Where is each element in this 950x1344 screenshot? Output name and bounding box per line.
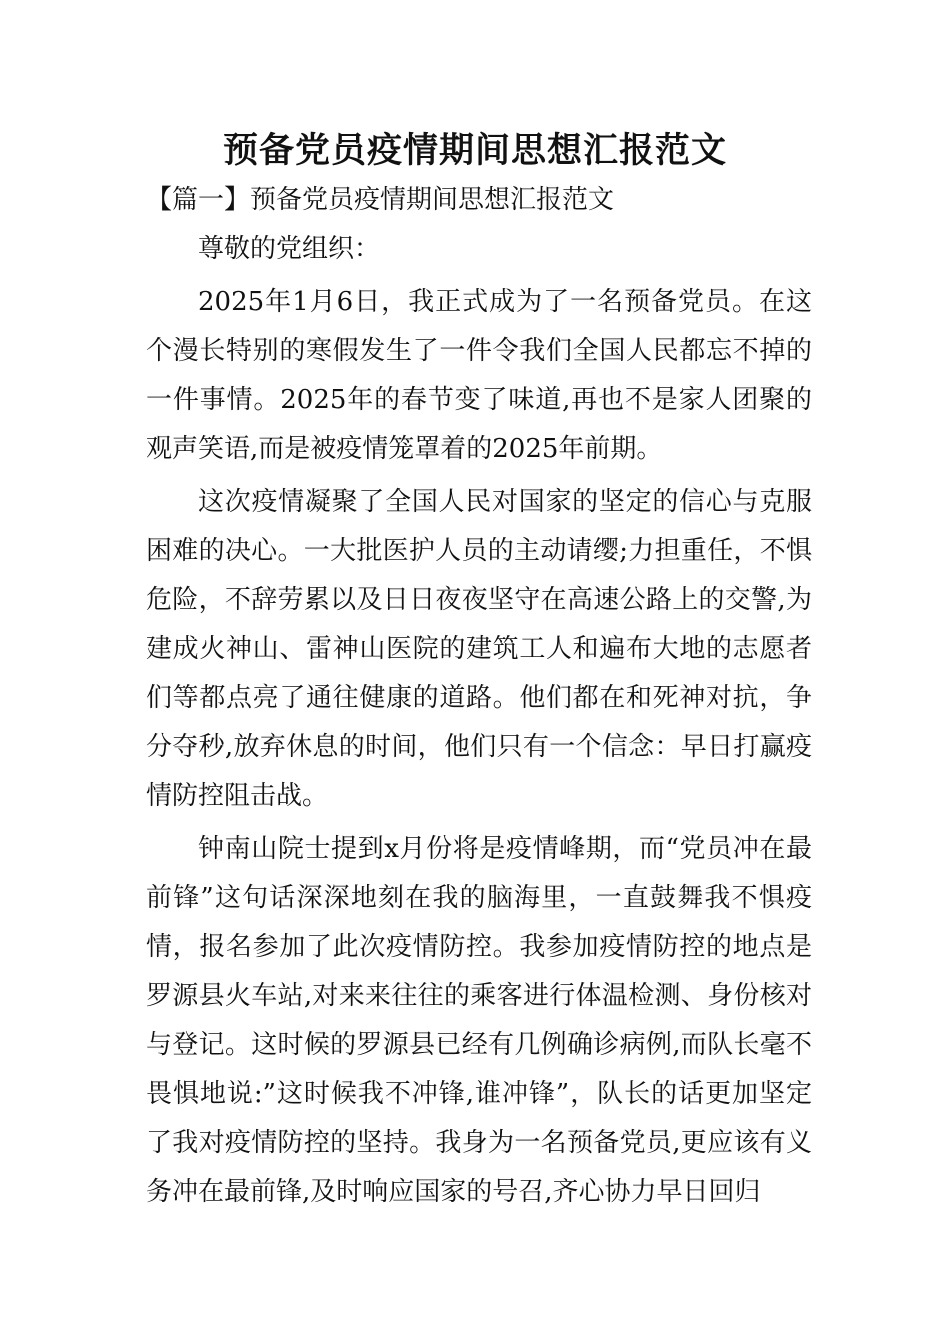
paragraph-2: 这次疫情凝聚了全国人民对国家的坚定的信心与克服困难的决心。一大批医护人员的主动请缨;力担重任，不惧危险，不辞劳累以及日日夜夜坚守在高速公路上的交警,为建成火神山、雷神山医院的建筑工人和遍布大地的志愿者们等都点亮了通往健康的道路。他们都在和死神对抗，争分夺秒,放弃休息的时间，他们只有一个信念：早日打赢疫情防控阻击战。: [146, 487, 812, 811]
section-heading: 【篇一】预备党员疫情期间思想汇报范文: [146, 185, 615, 215]
paragraph-3: 钟南山院士提到x月份将是疫情峰期，而“党员冲在最前锋”这句话深深地刻在我的脑海里，一直鼓舞我不惧疫情，报名参加了此次疫情防控。我参加疫情防控的地点是罗源县火车站,对来来往往的乘客进行体温检测、身份核对与登记。这时候的罗源县已经有几例确诊病例,而队长毫不畏惧地说:”这时候我不冲锋,谁冲锋”，队长的话更加坚定了我对疫情防控的坚持。我身为一名预备党员,更应该有义务冲在最前锋,及时响应国家的号召,齐心协力早日回归: [146, 834, 812, 1207]
document-body: [146, 176, 812, 1217]
paragraph-1: 2025年1月6日，我正式成为了一名预备党员。在这个漫长特别的寒假发生了一件令我们全国人民都忘不掉的一件事情。2025年的春节变了味道,再也不是家人团聚的观声笑语,而是被疫情笼罩着的2025年前期。: [146, 287, 812, 464]
salutation: 尊敬的党组织：: [198, 234, 381, 264]
document-title: 预备党员疫情期间思想汇报范文: [222, 131, 727, 171]
